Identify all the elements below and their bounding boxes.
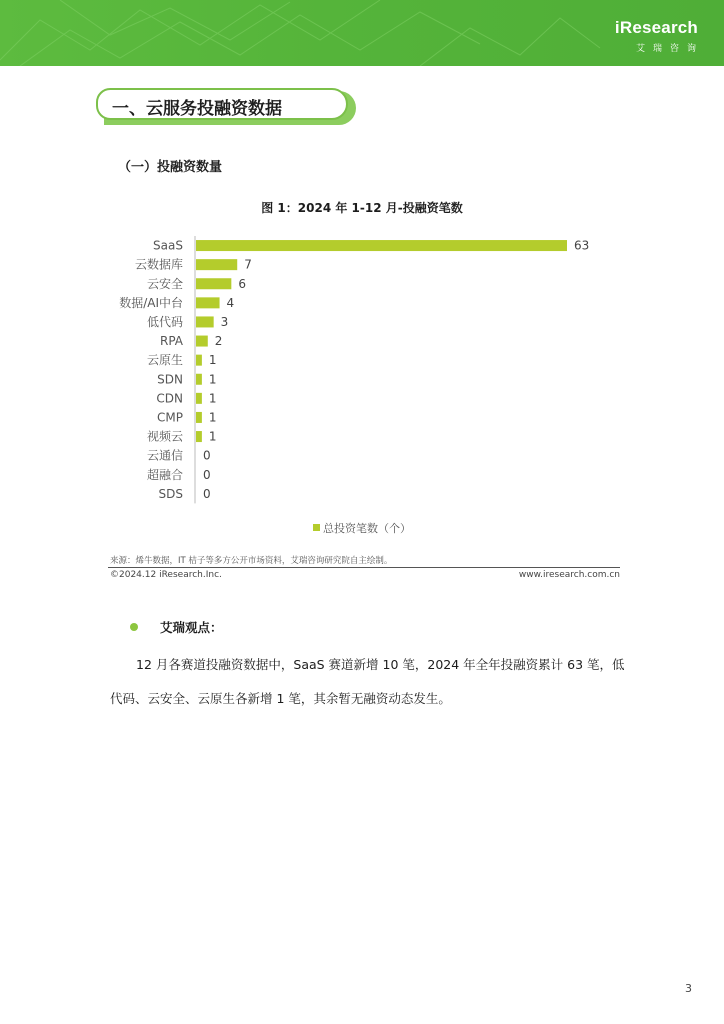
data-label: 0: [203, 448, 211, 463]
figure-source: 来源：烯牛数据，IT 桔子等多方公开市场资料，艾瑞咨询研究院自主绘制。: [110, 556, 393, 566]
category-label: 数据/AI中台: [119, 295, 183, 310]
page-number: 3: [685, 982, 692, 995]
bar: [196, 297, 220, 308]
subsection-heading: （一）投融资数量: [118, 160, 223, 175]
iresearch-logo: [614, 18, 704, 54]
data-label: 4: [226, 295, 235, 310]
observation-label: 艾瑞观点：: [160, 620, 223, 635]
section-title-badge: [96, 88, 358, 126]
category-label: 云数据库: [134, 257, 183, 272]
bar: [196, 316, 214, 327]
category-label: 云通信: [146, 448, 183, 463]
bar: [196, 278, 231, 289]
data-label: 0: [203, 467, 211, 482]
bullet-icon: [130, 623, 138, 631]
page-header: [0, 0, 724, 66]
section-title-badge-frame: [96, 88, 348, 120]
data-label: 1: [208, 372, 217, 387]
bar-chart: [100, 232, 620, 510]
bar: [196, 431, 202, 442]
bar: [196, 393, 202, 404]
category-label: CDN: [156, 391, 183, 406]
data-label: 0: [203, 486, 211, 501]
copyright: ©2024.12 iResearch.Inc.: [110, 570, 222, 580]
logo-text: iResearch: [614, 18, 698, 37]
category-label: SaaS: [153, 238, 183, 253]
bar: [196, 355, 202, 366]
chart-legend: [313, 520, 411, 536]
data-label: 63: [574, 238, 590, 253]
data-label: 2: [214, 334, 223, 349]
bar: [196, 374, 202, 385]
category-label: SDN: [157, 372, 183, 387]
bar: [196, 412, 202, 423]
logo-subtext: 艾瑞咨询: [635, 44, 704, 54]
bar: [196, 240, 567, 251]
data-label: 1: [208, 353, 217, 368]
observation-line-2: 代码、云安全、云原生各新增 1 笔，其余暂无融资动态发生。: [110, 691, 451, 706]
category-label: 云安全: [146, 276, 183, 291]
figure-title: 图 1：2024 年 1-12 月-投融资笔数: [261, 201, 463, 215]
data-label: 7: [244, 257, 252, 272]
footer-rule: [108, 567, 620, 568]
section-title: 一、云服务投融资数据: [112, 99, 282, 119]
observation-line-1: 12 月各赛道投融资数据中，SaaS 赛道新增 10 笔，2024 年全年投融资累计 63 笔，低: [136, 657, 625, 672]
category-label: CMP: [157, 410, 183, 425]
category-label: 低代码: [146, 314, 183, 329]
data-label: 6: [238, 276, 246, 291]
data-label: 1: [208, 410, 217, 425]
website-link[interactable]: www.iresearch.com.cn: [518, 570, 620, 580]
category-label: RPA: [159, 334, 183, 349]
bar: [196, 259, 237, 270]
data-label: 1: [208, 429, 217, 444]
category-label: 视频云: [146, 429, 183, 444]
bar: [196, 336, 208, 347]
legend-swatch: [313, 524, 320, 531]
data-label: 1: [208, 391, 217, 406]
category-label: SDS: [158, 486, 183, 501]
category-label: 云原生: [146, 353, 183, 368]
category-label: 超融合: [146, 467, 183, 482]
legend-label: 总投资笔数（个）: [323, 522, 411, 535]
data-label: 3: [220, 314, 229, 329]
